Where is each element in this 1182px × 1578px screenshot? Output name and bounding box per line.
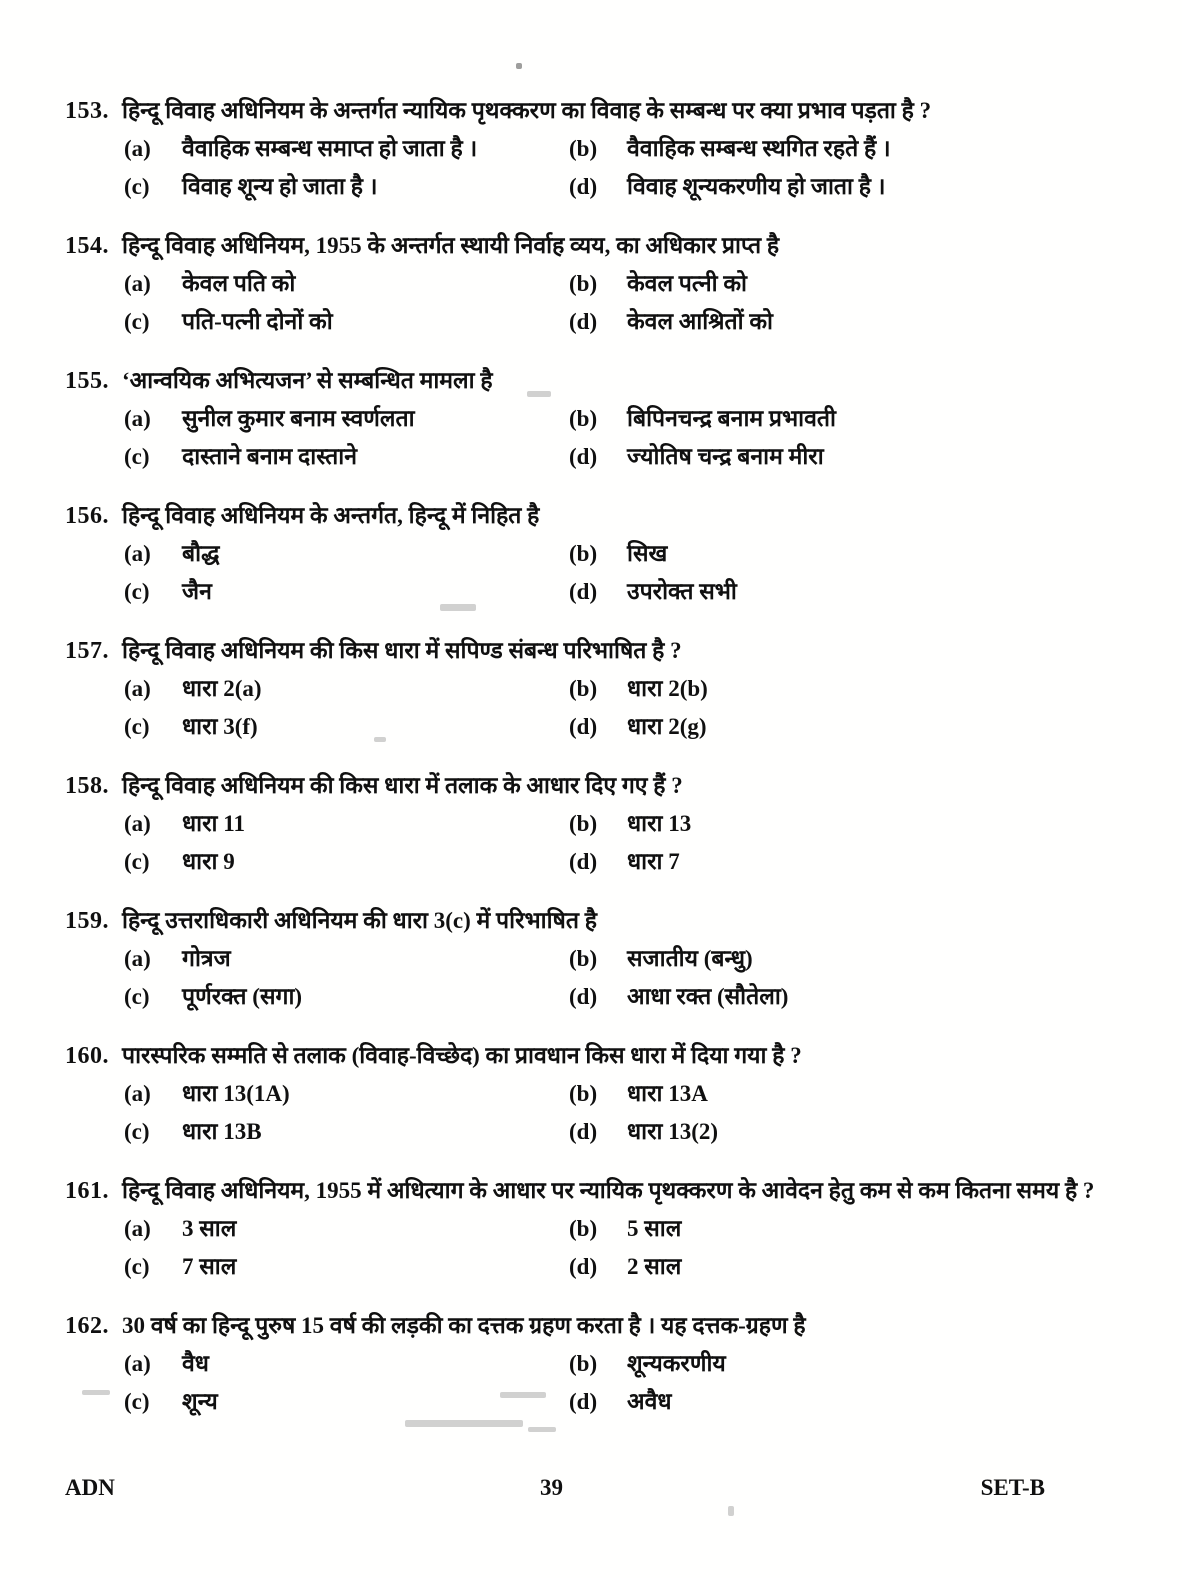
option-d — [567, 1117, 1120, 1147]
option-text: धारा 13A — [627, 1081, 708, 1106]
question-text: 30 वर्ष का हिन्दू पुरुष 15 वर्ष की लड़की का दत्तक ग्रहण करता है । यह दत्तक-ग्रहण है — [122, 1313, 806, 1338]
option-c — [122, 442, 567, 472]
option-label: (a) — [124, 406, 151, 431]
question-number: 162. — [65, 1313, 109, 1339]
option-label: (c) — [124, 579, 150, 604]
option-a — [122, 944, 567, 974]
options-grid — [122, 944, 1120, 1020]
option-label: (a) — [124, 676, 151, 701]
question-number: 157. — [65, 638, 109, 664]
question-text: पारस्परिक सम्मति से तलाक (विवाह-विच्छेद) का प्रावधान किस धारा में दिया गया है ? — [122, 1043, 802, 1068]
option-text: धारा 2(g) — [627, 714, 707, 739]
question-text: हिन्दू उत्तराधिकारी अधिनियम की धारा 3(c) में परिभाषित है — [122, 908, 597, 933]
option-a — [122, 674, 567, 704]
option-label: (c) — [124, 1389, 150, 1414]
option-label: (d) — [569, 1119, 598, 1144]
option-b — [567, 1349, 1120, 1379]
question-text: हिन्दू विवाह अधिनियम के अन्तर्गत, हिन्दू में निहित है — [122, 503, 540, 528]
option-label: (c) — [124, 714, 150, 739]
option-text: सिख — [627, 541, 668, 566]
option-label: (a) — [124, 136, 151, 161]
option-b — [567, 539, 1120, 569]
option-label: (a) — [124, 541, 151, 566]
option-label: (d) — [569, 714, 598, 739]
option-text: पूर्णरक्त (सगा) — [182, 984, 303, 1009]
option-label: (d) — [569, 849, 598, 874]
option-c — [122, 1252, 567, 1282]
question-155 — [65, 364, 1120, 480]
question-157 — [65, 634, 1120, 750]
option-text: धारा 11 — [182, 811, 245, 836]
option-text: 7 साल — [182, 1254, 237, 1279]
question-body — [122, 769, 1120, 885]
option-label: (a) — [124, 1081, 151, 1106]
option-label: (d) — [569, 1389, 598, 1414]
option-a — [122, 1349, 567, 1379]
question-text: हिन्दू विवाह अधिनियम के अन्तर्गत न्यायिक पृथक्करण का विवाह के सम्बन्ध पर क्या प्रभाव पड़ता है ? — [122, 98, 932, 123]
option-a — [122, 1079, 567, 1109]
option-c — [122, 1387, 567, 1417]
option-d — [567, 307, 1120, 337]
question-body — [122, 1039, 1120, 1155]
option-text: केवल पत्नी को — [627, 271, 748, 296]
options-grid — [122, 269, 1120, 345]
footer-set-label: SET-B — [980, 1475, 1045, 1500]
option-text: ज्योतिष चन्द्र बनाम मीरा — [627, 444, 824, 469]
option-text: धारा 13 — [627, 811, 692, 836]
question-body — [122, 1309, 1120, 1425]
footer-page-number: 39 — [540, 1475, 563, 1500]
option-b — [567, 809, 1120, 839]
question-161 — [65, 1174, 1120, 1290]
question-body — [122, 364, 1120, 480]
option-text: धारा 7 — [627, 849, 680, 874]
option-label: (b) — [569, 136, 598, 161]
option-text: 2 साल — [627, 1254, 682, 1279]
option-c — [122, 847, 567, 877]
option-b — [567, 1214, 1120, 1244]
option-label: (b) — [569, 811, 598, 836]
option-c — [122, 982, 567, 1012]
option-d — [567, 1252, 1120, 1282]
option-text: धारा 13(2) — [627, 1119, 719, 1144]
option-text: पति-पत्नी दोनों को — [182, 309, 333, 334]
option-d — [567, 442, 1120, 472]
option-text: 3 साल — [182, 1216, 237, 1241]
option-text: दास्ताने बनाम दास्ताने — [182, 444, 358, 469]
question-159 — [65, 904, 1120, 1020]
option-label: (d) — [569, 309, 598, 334]
option-a — [122, 404, 567, 434]
question-body — [122, 904, 1120, 1020]
option-d — [567, 847, 1120, 877]
option-c — [122, 712, 567, 742]
option-label: (d) — [569, 984, 598, 1009]
question-158 — [65, 769, 1120, 885]
page-footer — [0, 1474, 1182, 1504]
option-label: (a) — [124, 271, 151, 296]
question-text: ‘आन्वयिक अभित्यजन’ से सम्बन्धित मामला है — [122, 368, 493, 393]
question-body — [122, 1174, 1120, 1290]
option-d — [567, 1387, 1120, 1417]
question-text: हिन्दू विवाह अधिनियम, 1955 में अधित्याग के आधार पर न्यायिक पृथक्करण के आवेदन हेतु कम से कम कितना समय है ? — [122, 1178, 1095, 1203]
options-grid — [122, 539, 1120, 615]
option-d — [567, 172, 1120, 202]
option-text: सजातीय (बन्धु) — [627, 946, 753, 971]
option-text: धारा 3(f) — [182, 714, 258, 739]
option-text: शून्य — [182, 1389, 218, 1414]
option-text: गोत्रज — [182, 946, 231, 971]
question-number: 154. — [65, 233, 109, 259]
option-a — [122, 809, 567, 839]
option-label: (b) — [569, 541, 598, 566]
options-grid — [122, 134, 1120, 210]
option-label: (a) — [124, 946, 151, 971]
option-label: (c) — [124, 984, 150, 1009]
question-text: हिन्दू विवाह अधिनियम, 1955 के अन्तर्गत स्थायी निर्वाह व्यय, का अधिकार प्राप्त है — [122, 233, 780, 258]
options-grid — [122, 1349, 1120, 1425]
question-number: 159. — [65, 908, 109, 934]
option-text: धारा 13(1A) — [182, 1081, 290, 1106]
option-label: (c) — [124, 1119, 150, 1144]
option-text: धारा 2(a) — [182, 676, 262, 701]
question-body — [122, 634, 1120, 750]
option-label: (b) — [569, 1081, 598, 1106]
option-b — [567, 134, 1120, 164]
option-label: (b) — [569, 1216, 598, 1241]
option-a — [122, 539, 567, 569]
option-b — [567, 674, 1120, 704]
option-text: अवैध — [627, 1389, 672, 1414]
option-label: (b) — [569, 271, 598, 296]
option-label: (b) — [569, 1351, 598, 1376]
question-number: 156. — [65, 503, 109, 529]
question-160 — [65, 1039, 1120, 1155]
option-text: उपरोक्त सभी — [627, 579, 737, 604]
option-a — [122, 134, 567, 164]
option-d — [567, 577, 1120, 607]
option-b — [567, 944, 1120, 974]
question-text: हिन्दू विवाह अधिनियम की किस धारा में तलाक के आधार दिए गए हैं ? — [122, 773, 683, 798]
option-label: (c) — [124, 849, 150, 874]
option-text: विवाह शून्यकरणीय हो जाता है । — [627, 174, 886, 199]
option-label: (c) — [124, 309, 150, 334]
question-number: 153. — [65, 98, 109, 124]
question-body — [122, 94, 1120, 210]
question-153 — [65, 94, 1120, 210]
option-text: बिपिनचन्द्र बनाम प्रभावती — [627, 406, 836, 431]
option-text: केवल आश्रितों को — [627, 309, 773, 334]
option-b — [567, 269, 1120, 299]
question-162 — [65, 1309, 1120, 1425]
question-number: 158. — [65, 773, 109, 799]
question-text: हिन्दू विवाह अधिनियम की किस धारा में सपिण्ड संबन्ध परिभाषित है ? — [122, 638, 682, 663]
option-text: केवल पति को — [182, 271, 296, 296]
options-grid — [122, 809, 1120, 885]
option-text: 5 साल — [627, 1216, 682, 1241]
option-text: वैवाहिक सम्बन्ध समाप्त हो जाता है । — [182, 136, 478, 161]
option-label: (a) — [124, 1216, 151, 1241]
option-text: वैवाहिक सम्बन्ध स्थगित रहते हैं । — [627, 136, 891, 161]
option-text: वैध — [182, 1351, 209, 1376]
question-154 — [65, 229, 1120, 345]
option-d — [567, 982, 1120, 1012]
option-label: (d) — [569, 579, 598, 604]
footer-paper-code: ADN — [65, 1475, 115, 1500]
option-label: (c) — [124, 1254, 150, 1279]
option-text: जैन — [182, 579, 212, 604]
question-number: 160. — [65, 1043, 109, 1069]
question-body — [122, 229, 1120, 345]
option-text: धारा 13B — [182, 1119, 262, 1144]
option-text: शून्यकरणीय — [627, 1351, 726, 1376]
questions-section — [65, 94, 1120, 1444]
option-text: धारा 9 — [182, 849, 235, 874]
option-label: (b) — [569, 676, 598, 701]
option-label: (d) — [569, 174, 598, 199]
option-d — [567, 712, 1120, 742]
question-body — [122, 499, 1120, 615]
option-text: बौद्ध — [182, 541, 220, 566]
scan-artifact — [516, 63, 522, 69]
option-label: (c) — [124, 174, 150, 199]
option-text: विवाह शून्य हो जाता है । — [182, 174, 378, 199]
option-b — [567, 1079, 1120, 1109]
options-grid — [122, 674, 1120, 750]
question-156 — [65, 499, 1120, 615]
option-label: (d) — [569, 444, 598, 469]
scan-artifact — [728, 1506, 734, 1516]
option-b — [567, 404, 1120, 434]
options-grid — [122, 404, 1120, 480]
question-number: 155. — [65, 368, 109, 394]
option-c — [122, 307, 567, 337]
options-grid — [122, 1214, 1120, 1290]
option-label: (d) — [569, 1254, 598, 1279]
option-label: (a) — [124, 1351, 151, 1376]
option-text: धारा 2(b) — [627, 676, 708, 701]
option-text: सुनील कुमार बनाम स्वर्णलता — [182, 406, 415, 431]
option-a — [122, 1214, 567, 1244]
option-label: (a) — [124, 811, 151, 836]
option-c — [122, 577, 567, 607]
options-grid — [122, 1079, 1120, 1155]
option-c — [122, 172, 567, 202]
option-text: आधा रक्त (सौतेला) — [627, 984, 789, 1009]
option-c — [122, 1117, 567, 1147]
option-label: (b) — [569, 406, 598, 431]
option-label: (b) — [569, 946, 598, 971]
option-a — [122, 269, 567, 299]
option-label: (c) — [124, 444, 150, 469]
question-number: 161. — [65, 1178, 109, 1204]
